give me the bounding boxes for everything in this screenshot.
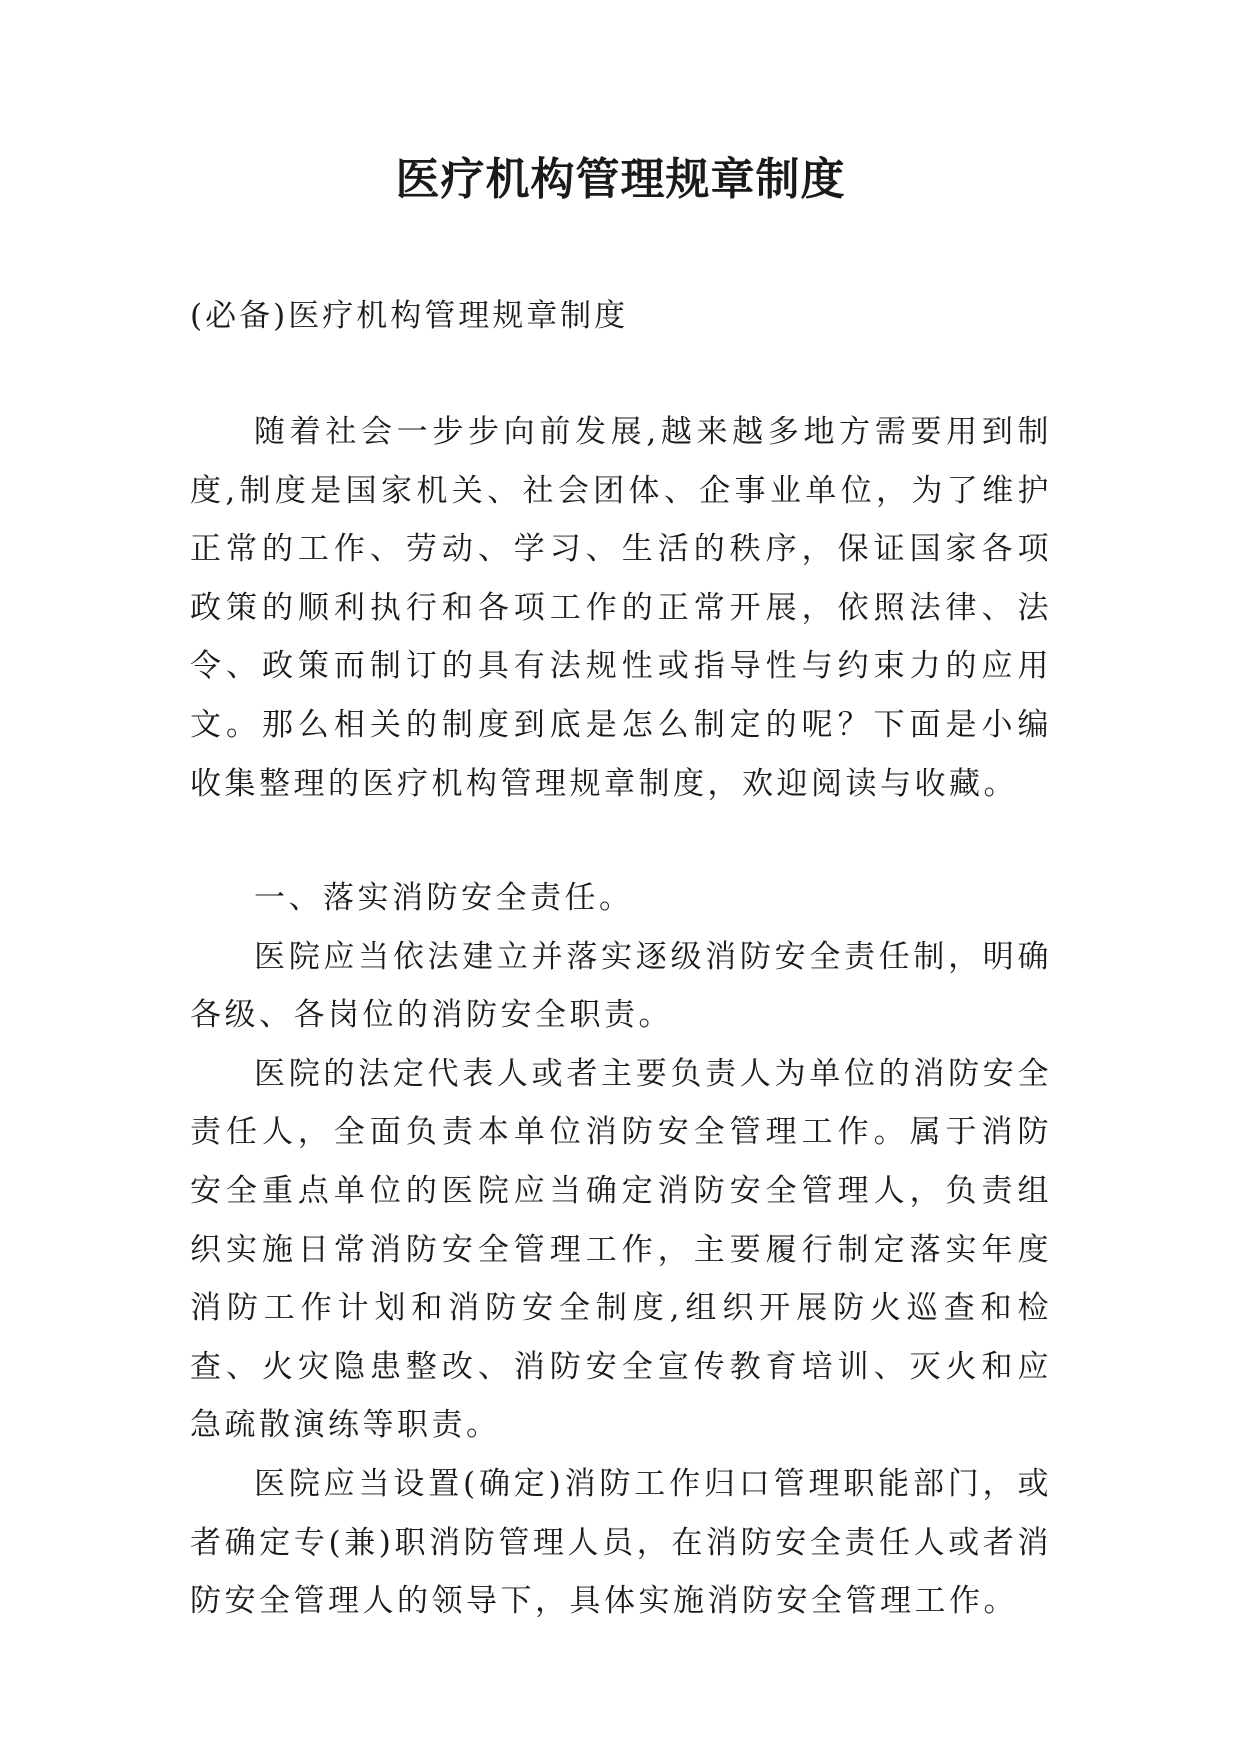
section-heading: 一、落实消防安全责任。 <box>254 880 634 916</box>
intro-block <box>190 403 1052 813</box>
body-paragraph: 医院应当依法建立并落实逐级消防安全责任制，明确各级、各岗位的消防安全职责。 <box>190 938 1052 1034</box>
body-paragraph: 医院的法定代表人或者主要负责人为单位的消防安全责任人，全面负责本单位消防安全管理工作。属于消防安全重点单位的医院应当确定消防安全管理人，负责组织实施日常消防安全管理工作，主要履行制定落实年度消防工作计划和消防安全制度,组织开展防火巡查和检查、火灾隐患整改、消防安全宣传教育培训、灭火和应急疏散演练等职责。 <box>190 1055 1052 1444</box>
document-subtitle: (必备)医疗机构管理规章制度 <box>190 298 629 334</box>
document-title: 医疗机构管理规章制度 <box>395 154 846 205</box>
intro-paragraph: 随着社会一步步向前发展,越来越多地方需要用到制度,制度是国家机关、社会团体、企事业单位，为了维护正常的工作、劳动、学习、生活的秩序，保证国家各项政策的顺利执行和各项工作的正常开展，依照法律、法令、政策而制订的具有法规性或指导性与约束力的应用文。那么相关的制度到底是怎么制定的呢？下面是小编收集整理的医疗机构管理规章制度，欢迎阅读与收藏。 <box>190 414 1052 802</box>
sections-block <box>190 869 1052 1631</box>
body-paragraph: 医院应当设置(确定)消防工作归口管理职能部门，或者确定专(兼)职消防管理人员，在消防安全责任人或者消防安全管理人的领导下，具体实施消防安全管理工作。 <box>190 1465 1052 1620</box>
